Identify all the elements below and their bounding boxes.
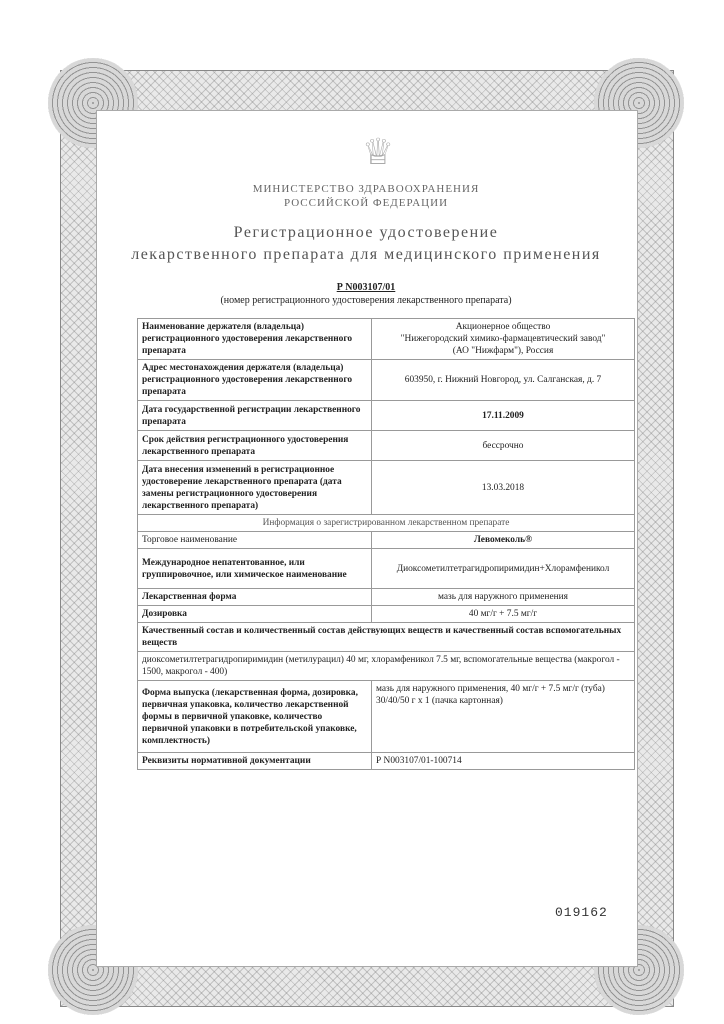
- trade-name-value: Левомеколь®: [372, 532, 635, 549]
- holder-label: Наименование держателя (владельца) регистрационного удостоверения лекарственного препарата: [138, 319, 372, 360]
- registration-number: Р N003107/01: [336, 282, 396, 293]
- registration-number-caption: (номер регистрационного удостоверения лекарственного препарата): [220, 295, 512, 306]
- serial-number: 019162: [555, 905, 608, 920]
- table-row-form: [138, 589, 635, 606]
- table-row-dosage: [138, 606, 635, 623]
- dosage-label: Дозировка: [138, 606, 372, 623]
- form-label: Лекарственная форма: [138, 589, 372, 606]
- table-row-inn: [138, 549, 635, 589]
- dosage-value: 40 мг/г + 7.5 мг/г: [372, 606, 635, 623]
- composition-value: диоксометилтетрагидропиримидин (метилурацил) 40 мг, хлорамфеникол 7.5 мг, вспомогательные вещества (макрогол - 1500, макрогол - 400): [138, 652, 635, 681]
- ministry-name: [96, 182, 636, 210]
- composition-label: Качественный состав и количественный состав действующих веществ и качественный состав вспомогательных веществ: [138, 623, 635, 652]
- state-emblem-icon: ♕: [361, 132, 395, 172]
- validity-label: Срок действия регистрационного удостоверения лекарственного препарата: [138, 431, 372, 461]
- ministry-line-2: РОССИЙСКОЙ ФЕДЕРАЦИИ: [283, 197, 449, 209]
- holder-value-line-3: (АО "Нижфарм"), Россия: [452, 346, 554, 356]
- document-title: [96, 222, 636, 266]
- table-row-address: [138, 360, 635, 401]
- table-row-composition-label: [138, 623, 635, 652]
- table-row-norm-doc: [138, 753, 635, 770]
- release-value: мазь для наружного применения, 40 мг/г + 7.5 мг/г (туба) 30/40/50 г x 1 (пачка картонная): [372, 681, 635, 753]
- table-row-validity: [138, 431, 635, 461]
- table-row-holder: [138, 319, 635, 360]
- norm-doc-label: Реквизиты нормативной документации: [138, 753, 372, 770]
- change-date-value: 13.03.2018: [372, 461, 635, 515]
- inn-label: Международное непатентованное, или группировочное, или химическое наименование: [138, 549, 372, 589]
- inn-value: Диоксометилтетрагидропиримидин+Хлорамфеникол: [372, 549, 635, 589]
- table-row-trade-name: [138, 532, 635, 549]
- ministry-line-1: МИНИСТЕРСТВО ЗДРАВООХРАНЕНИЯ: [252, 183, 480, 195]
- form-value: мазь для наружного применения: [372, 589, 635, 606]
- validity-value: бессрочно: [372, 431, 635, 461]
- title-line-2: лекарственного препарата для медицинского применения: [131, 246, 601, 263]
- info-header: Информация о зарегистрированном лекарственном препарате: [138, 515, 635, 532]
- title-line-1: Регистрационное удостоверение: [233, 224, 499, 241]
- table-row-reg-date: [138, 401, 635, 431]
- address-value: 603950, г. Нижний Новгород, ул. Салганская, д. 7: [372, 360, 635, 401]
- table-row-info-header: [138, 515, 635, 532]
- address-label: Адрес местонахождения держателя (владельца) регистрационного удостоверения лекарственного препарата: [138, 360, 372, 401]
- norm-doc-value: Р N003107/01-100714: [372, 753, 635, 770]
- trade-name-label: Торговое наименование: [138, 532, 372, 549]
- reg-date-label: Дата государственной регистрации лекарственного препарата: [138, 401, 372, 431]
- release-label: Форма выпуска (лекарственная форма, дозировка, первичная упаковка, количество лекарственной формы в первичной упаковке, количество первичной упаковки в потребительской упаковке, комплектность): [138, 681, 372, 753]
- table-row-composition-value: [138, 652, 635, 681]
- change-date-label: Дата внесения изменений в регистрационное удостоверение лекарственного препарата (дата замены регистрационного удостоверения лекарственного препарата): [138, 461, 372, 515]
- table-row-release: [138, 681, 635, 753]
- holder-value-line-1: Акционерное общество: [455, 322, 551, 332]
- certificate-table: [137, 318, 635, 770]
- table-row-change-date: [138, 461, 635, 515]
- reg-date-value: 17.11.2009: [372, 401, 635, 431]
- holder-value-line-2: "Нижегородский химико-фармацевтический завод": [400, 334, 606, 344]
- holder-value: [372, 319, 635, 360]
